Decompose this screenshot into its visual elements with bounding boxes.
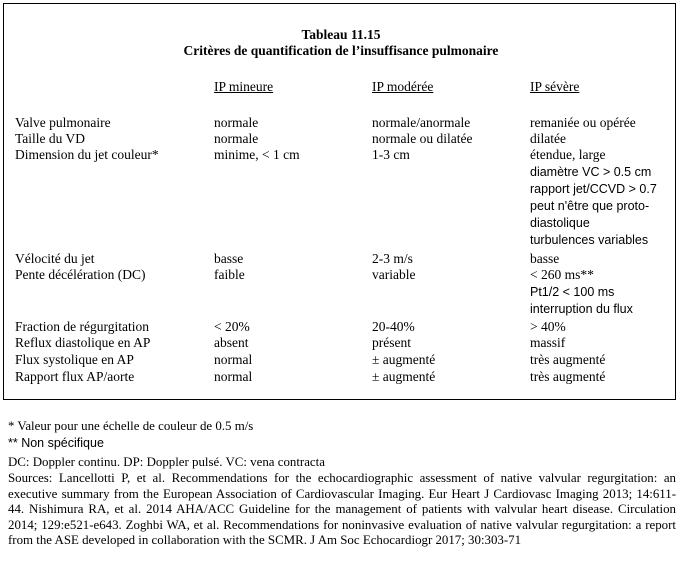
table-title: Tableau 11.15 [301, 27, 381, 42]
cell-moderate: présent [372, 335, 411, 350]
cell-moderate: 1-3 cm [372, 147, 410, 162]
col-header-minor: IP mineure [214, 79, 274, 94]
footnote-sources: Sources: Lancellotti P, et al. Recommendations for the echocardiographic assessment of native valvular regurgitation: an executive summary from the European Association of Cardiovascular Imaging. Eur Heart J Cardiovasc Imaging 2013; 14:611-44. Nishimura RA, et al. 2014 AHA/ACC Guideline for the management of patients with valvular heart disease. Circulation 2014; 129:e521-e643. Zoghbi WA, et al. Recommendations for noninvasive evaluation of native valvular regurgitation: a report from the ASE developed in collaboration with the SCMR. J Am Soc Echocardiogr 2017; 30:303-71 [8, 471, 676, 547]
cell-severe: diastolique [530, 216, 590, 230]
footnote-star: * Valeur pour une échelle de couleur de 0.5 m/s [8, 419, 254, 433]
cell-severe: peut n'être que proto- [530, 199, 650, 213]
row-label: Dimension du jet couleur* [15, 147, 159, 162]
footnote-double-star: ** Non spécifique [8, 436, 104, 450]
row-label: Reflux diastolique en AP [15, 335, 151, 350]
cell-severe: très augmenté [530, 352, 606, 367]
cell-minor: < 20% [214, 319, 250, 334]
cell-minor: minime, < 1 cm [214, 147, 300, 162]
cell-moderate: variable [372, 267, 416, 282]
cell-moderate: normale/anormale [372, 115, 471, 130]
cell-severe: > 40% [530, 319, 566, 334]
cell-severe: étendue, large [530, 147, 606, 162]
cell-minor: absent [214, 335, 249, 350]
cell-severe: très augmenté [530, 369, 606, 384]
row-label: Fraction de régurgitation [15, 319, 149, 334]
cell-moderate: ± augmenté [372, 369, 436, 384]
cell-severe: diamètre VC > 0.5 cm [530, 165, 652, 179]
cell-severe: massif [530, 335, 566, 350]
col-header-moderate: IP modérée [372, 79, 434, 94]
cell-minor: normal [214, 352, 253, 367]
cell-minor: normal [214, 369, 253, 384]
row-label: Flux systolique en AP [15, 352, 134, 367]
row-label: Pente décélération (DC) [15, 267, 146, 282]
footnote-abbreviations: DC: Doppler continu. DP: Doppler pulsé. VC: vena contracta [8, 455, 325, 469]
cell-severe: interruption du flux [530, 302, 633, 316]
cell-severe: rapport jet/CCVD > 0.7 [530, 182, 657, 196]
cell-severe: remaniée ou opérée [530, 115, 636, 130]
cell-moderate: normale ou dilatée [372, 131, 473, 146]
cell-severe: turbulences variables [530, 233, 649, 247]
cell-minor: normale [214, 131, 259, 146]
cell-moderate: ± augmenté [372, 352, 436, 367]
cell-moderate: 2-3 m/s [372, 251, 413, 266]
cell-minor: faible [214, 267, 245, 282]
table-subtitle: Critères de quantification de l’insuffisance pulmonaire [183, 43, 499, 58]
col-header-severe: IP sévère [530, 79, 580, 94]
cell-severe: Pt1/2 < 100 ms [530, 285, 615, 299]
cell-severe: dilatée [530, 131, 566, 146]
row-label: Taille du VD [15, 131, 86, 146]
cell-severe: basse [530, 251, 560, 266]
cell-severe: < 260 ms** [530, 267, 594, 282]
cell-minor: basse [214, 251, 244, 266]
cell-minor: normale [214, 115, 259, 130]
row-label: Rapport flux AP/aorte [15, 369, 135, 384]
cell-moderate: 20-40% [372, 319, 415, 334]
row-label: Valve pulmonaire [15, 115, 111, 130]
row-label: Vélocité du jet [15, 251, 95, 266]
